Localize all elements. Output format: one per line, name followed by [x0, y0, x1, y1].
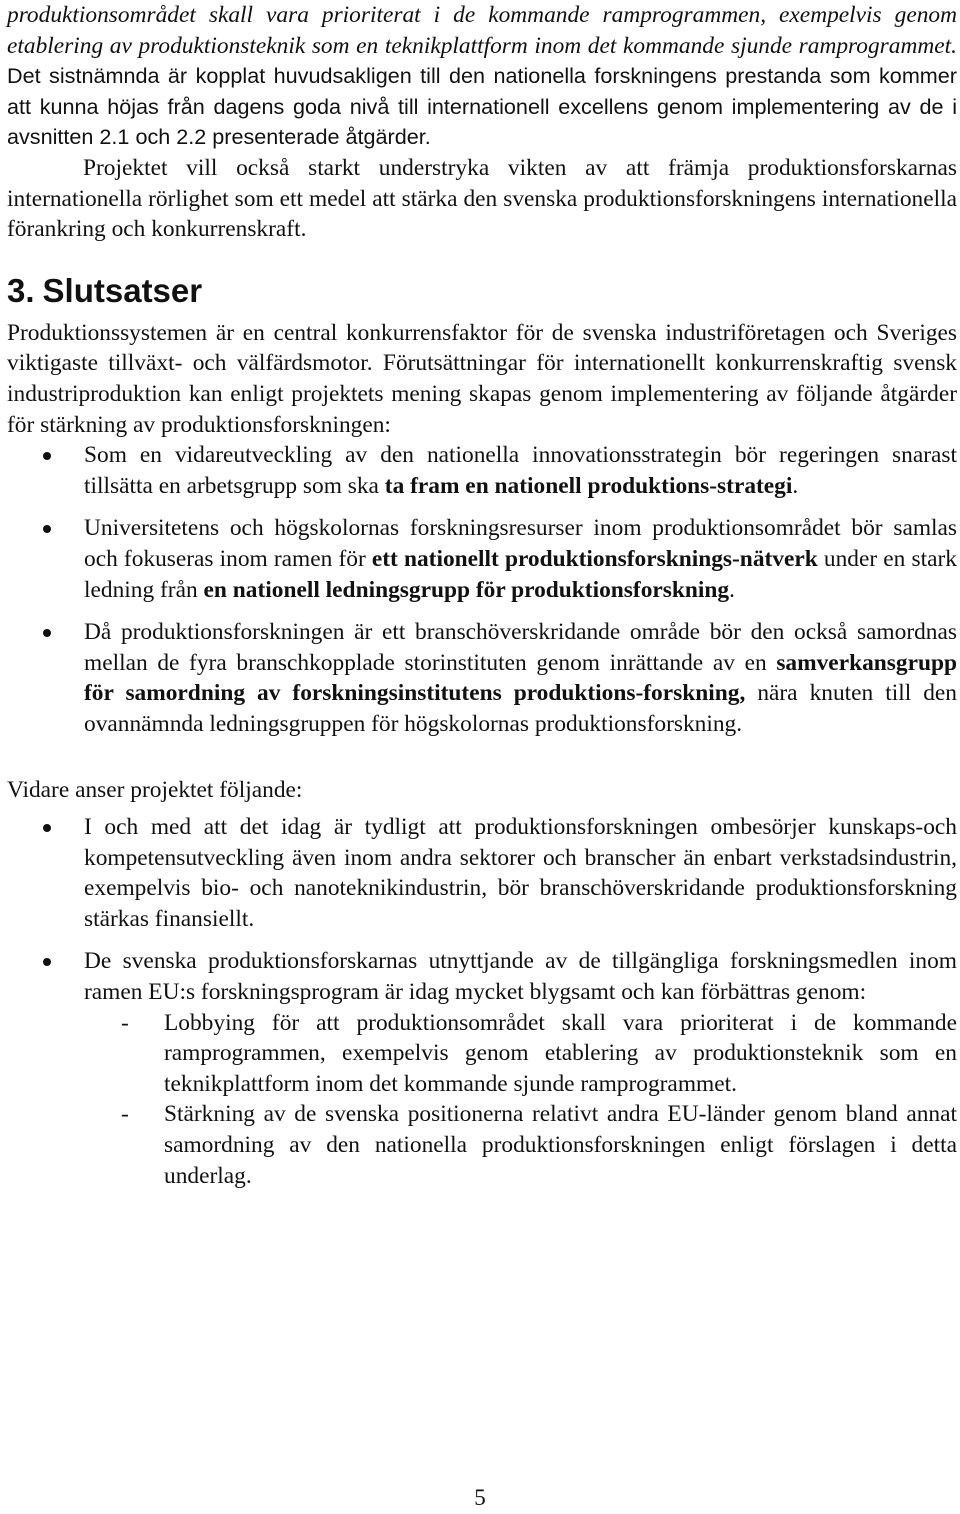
bullet-icon [43, 629, 51, 637]
section-heading [7, 271, 957, 311]
bullet-icon [43, 525, 51, 533]
document-page [7, 0, 957, 1191]
intro-serif-text: Projektet vill också starkt understryka vikten av att främja produktionsforskarnas internationella rörlighet som ett medel att stärka den svenska produktionsforskningens internationella förankring och konkurrenskraft. [7, 154, 957, 243]
list-spacer [7, 934, 957, 946]
bullet-text: . [792, 472, 799, 499]
list-spacer [7, 501, 957, 513]
section-number: 3. [7, 271, 35, 309]
bullet-bold-text: en nationell ledningsgrupp för produktionsforskning [203, 576, 730, 603]
intro-italic-text: produktionsområdet skall vara prioriterat i de kommande ramprogrammen, exempelvis genom etablering av produktionsteknik som en teknikplattform inom det kommande sjunde ramprogrammet. [7, 2, 957, 59]
list-item [7, 946, 957, 1191]
further-lead: Vidare anser projektet följande: [7, 777, 303, 804]
further-bullet-list [7, 812, 957, 1191]
list-spacer [7, 605, 957, 617]
dash-icon: - [121, 1101, 129, 1128]
list-item [7, 617, 957, 739]
dash-icon: - [121, 1009, 129, 1036]
bullet-text: Som en vidareutveckling av den nationella innovationsstrategin bör regeringen snarast tillsätta en arbetsgrupp som ska [84, 442, 957, 499]
list-item [7, 1099, 957, 1191]
bullet-icon [43, 824, 51, 832]
bullet-text: I och med att det idag är tydligt att produktionsforskningen ombesörjer kunskaps-och kompetensutveckling även inom andra sektorer och branscher än enbart verkstadsindustrin, exempelvis bio- och nanoteknikindustrin, bör branschöverskridande produktionsforskning stärkas finansiellt. [84, 814, 957, 932]
list-item [7, 440, 957, 501]
dash-list [7, 1008, 957, 1192]
bullet-text: Då produktionsforskningen är ett branschöverskridande område bör den också samordnas mellan de fyra branschkopplade storinstituten genom inrättande av en [84, 619, 957, 676]
page-number: 5 [474, 1485, 486, 1510]
bullet-bold-text: samverkansgrupp för samordning av forskningsinstitutens produktions-forskning, [84, 649, 957, 707]
list-item [7, 1008, 957, 1100]
bullet-text: under en stark ledning från [84, 545, 957, 603]
bullet-bold-text: ta fram en nationell produktions-strategi [384, 472, 793, 499]
bullet-text: nära knuten till den ovannämnda ledningsgruppen för högskolornas produktionsforskning. [84, 680, 957, 737]
bullet-text: Universitetens och högskolornas forskningsresurser inom produktionsområdet bör samlas och fokuseras inom ramen för [84, 515, 957, 572]
conclusions-paragraph: Produktionssystemen är en central konkurrensfaktor för de svenska industriföretagen och Sveriges viktigaste tillväxt- och välfärdsmotor. Förutsättningar för internationellt konkurrenskraftig svensk industriproduktion kan enligt projektets mening skapas genom implementering av följande åtgärder för stärkning av produktionsforskningen: [7, 319, 957, 438]
intro-paragraph [7, 0, 957, 245]
intro-sans-text: Det sistnämnda är kopplat huvudsakligen till den nationella forskningens prestanda som kommer att kunna höjas från dagens goda nivå till internationell excellens genom implementering av de i avsnitten 2.1 och 2.2 presenterade åtgärder. [7, 63, 957, 150]
bullet-bold-text: ett nationellt produktionsforsknings-nätverk [371, 545, 818, 572]
list-item [7, 513, 957, 605]
bullet-text: De svenska produktionsforskarnas utnyttjande av de tillgängliga forskningsmedlen inom ramen EU:s forskningsprogram är idag mycket blygsamt och kan förbättras genom: [84, 948, 957, 1006]
conclusions-bullet-list [7, 440, 957, 739]
dash-text: Stärkning av de svenska positionerna relativt andra EU-länder genom bland annat samordning av den nationella produktionsforskningen enligt förslagen i detta underlag. [164, 1101, 957, 1189]
bullet-icon [43, 452, 51, 460]
list-item [7, 812, 957, 934]
section-title: Slutsatser [42, 271, 203, 309]
dash-text: Lobbying för att produktionsområdet skall vara prioriterat i de kommande ramprogrammen, exempelvis genom etablering av produktionsteknik som en teknikplattform inom det kommande sjunde ramprogrammet. [164, 1009, 957, 1097]
bullet-text: . [729, 576, 735, 603]
bullet-icon [43, 958, 51, 966]
